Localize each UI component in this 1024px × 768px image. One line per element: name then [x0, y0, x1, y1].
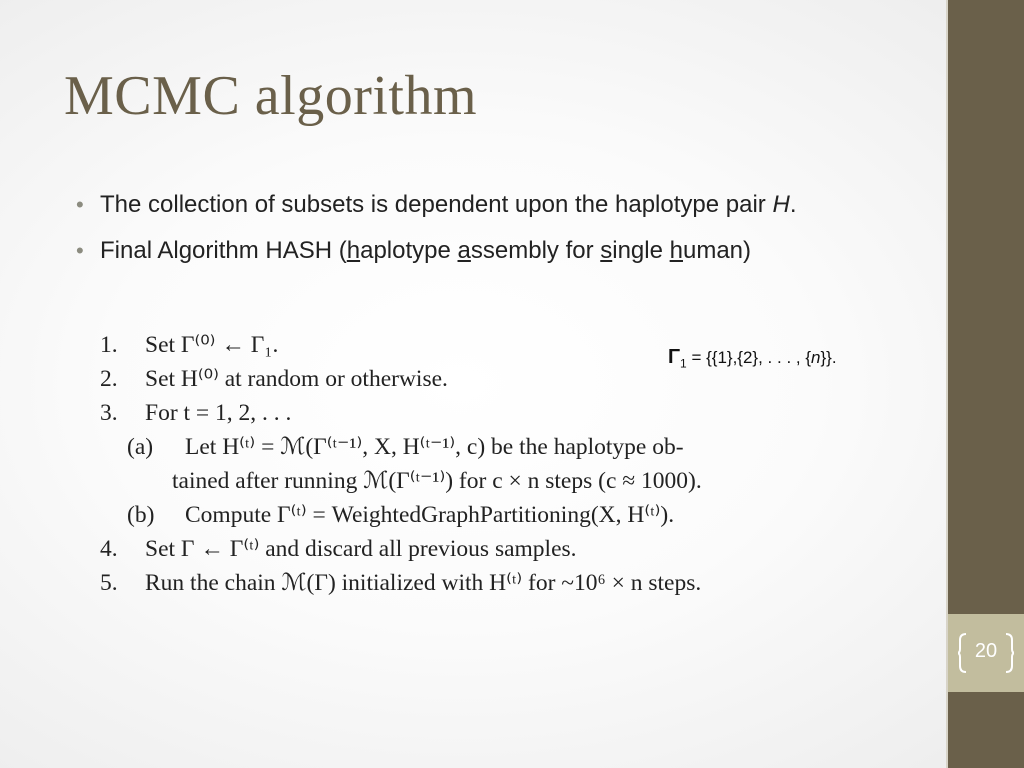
substep-text: Let H⁽ᵗ⁾ = ℳ(Γ⁽ᵗ⁻¹⁾, X, H⁽ᵗ⁻¹⁾, c) be the haplotype ob- — [185, 434, 684, 460]
bullet-text-italic: H — [772, 191, 790, 218]
bullet-text: Final Algorithm HASH ( — [100, 237, 347, 264]
slide-title: MCMC algorithm — [64, 65, 478, 127]
gamma-n: n — [811, 348, 821, 367]
algorithm-step — [100, 328, 880, 362]
algorithm-substep-continuation — [100, 464, 880, 498]
algorithm-step — [100, 396, 880, 430]
page-number: 20 — [974, 640, 998, 662]
underlined-letter: h — [669, 237, 683, 264]
bullet-text: ingle — [612, 237, 670, 264]
algorithm-step — [100, 566, 880, 600]
substep-text: tained after running ℳ(Γ⁽ᵗ⁻¹⁾) for c × n steps (c ≈ 1000). — [172, 468, 702, 494]
bullet-item — [72, 186, 872, 224]
step-number: 5. — [100, 570, 118, 596]
step-text: For t = 1, 2, . . . — [145, 400, 292, 426]
bullet-text: aplotype — [360, 237, 458, 264]
step-text: Set H⁽⁰⁾ at random or otherwise. — [145, 366, 448, 392]
algorithm-step — [100, 362, 880, 396]
substep-label: (a) — [127, 434, 154, 460]
bullet-list — [72, 186, 872, 278]
step-number: 1. — [100, 332, 118, 358]
underlined-letter: a — [457, 237, 471, 264]
algorithm-block — [100, 328, 880, 600]
substep-label: (b) — [127, 502, 155, 528]
underlined-letter: h — [346, 237, 361, 264]
bullet-text-end: . — [789, 191, 797, 218]
substep-text: Compute Γ⁽ᵗ⁾ = WeightedGraphPartitioning(X, H⁽ᵗ⁾). — [185, 502, 675, 528]
bullet-text: ssembly for — [470, 237, 601, 264]
gamma-end: }}. — [820, 348, 837, 367]
algorithm-substep — [100, 498, 880, 532]
bullet-text: uman) — [682, 237, 752, 264]
underlined-letter: s — [600, 237, 613, 264]
bullet-dot-icon: • — [76, 238, 84, 263]
step-text: Run the chain ℳ(Γ) initialized with H⁽ᵗ⁾ for ~10⁶ × n steps. — [145, 570, 702, 596]
algorithm-substep — [100, 430, 880, 464]
step-text: Set Γ ← Γ⁽ᵗ⁾ and discard all previous samples. — [145, 536, 577, 562]
step-number: 2. — [100, 366, 118, 392]
bullet-dot-icon: • — [76, 192, 84, 217]
gamma-subscript: 1 — [680, 356, 687, 371]
gamma-symbol: Γ — [668, 346, 681, 368]
step-text: Set Γ⁽⁰⁾ ← Γ₁. — [145, 332, 279, 358]
bullet-text: The collection of subsets is dependent upon the haplotype pair — [100, 191, 773, 218]
bullet-item — [72, 232, 872, 270]
page-number-box — [948, 614, 1024, 692]
algorithm-step — [100, 532, 880, 566]
step-number: 4. — [100, 536, 118, 562]
step-number: 3. — [100, 400, 118, 426]
gamma-text: = {{1},{2}, . . . , { — [686, 348, 812, 367]
